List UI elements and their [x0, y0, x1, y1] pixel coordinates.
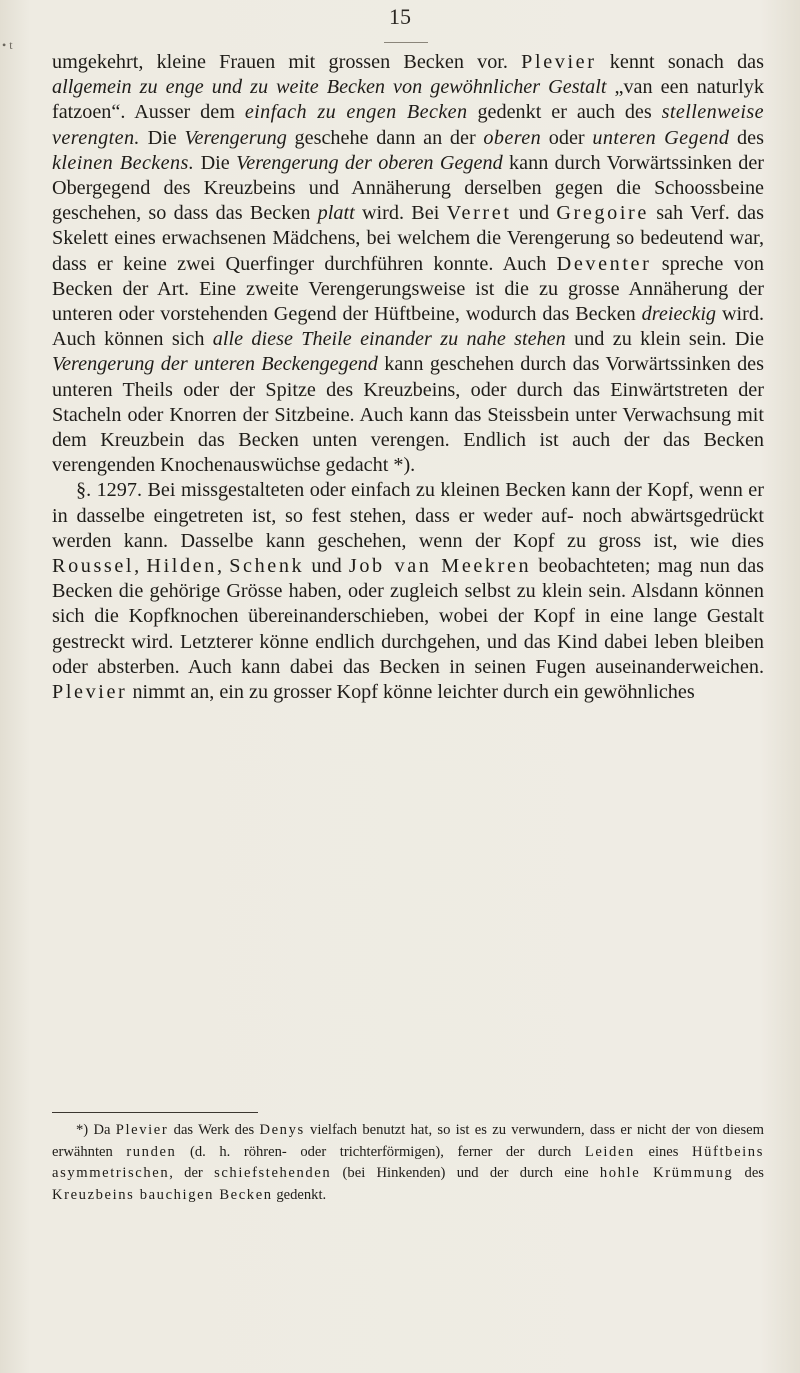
text-run: kann geschehen durch das Vorwärtssinken des unteren Theils oder der Spitze des Kreuzbeins, oder durch das Einwärtstreten der Stacheln oder Knorren der Sitzbeine. Auch kann das Steissbein unter Verwachsung mit dem Kreuzbein das Becken unten verengen. Endlich ist auch der das Becken verengenden Knochenauswüchse gedacht *). — [52, 353, 764, 477]
text-run: (d. h. röhren- oder trichterförmigen), ferner der durch — [176, 1143, 585, 1160]
text-run: geschehe dann an der — [286, 126, 484, 149]
text-run: und — [304, 555, 349, 578]
page-number-underline — [384, 42, 428, 43]
emphasis-text: Verengerung — [184, 126, 287, 149]
author-name: Denys — [259, 1122, 305, 1138]
text-run: umgekehrt, kleine Frauen mit grossen Becken vor. — [52, 51, 522, 73]
author-name: Plevier — [52, 681, 128, 704]
text-run: nimmt an, ein zu grosser Kopf könne leichter durch ein gewöhnliches — [127, 681, 695, 704]
emphasis-text: kleinen Beckens. — [52, 151, 195, 174]
author-name: Job van Meekren — [348, 555, 532, 578]
author-name: Plevier — [115, 1122, 169, 1138]
text-run: spreche von Becken der Art. Eine zweite Verengerungsweise ist die zu grosse Annäherung der unteren oder vorstehenden Gegend der Hüftbeine, wodurch das Becken — [52, 252, 764, 326]
text-run: kann durch Vorwärtssinken der Obergegend des Kreuzbeins und Annäherung derselben gegen die Schoossbeine geschehen, so dass das Becken — [52, 151, 765, 225]
text-run: sah Verf. das Skelett eines erwachsenen Mädchens, bei welchem die Verengerung so bedeutend war, dass er keine zwei Querfinger durchführen konnte. Auch — [52, 202, 765, 275]
main-text — [52, 50, 764, 705]
text-run: Die — [139, 126, 185, 149]
text-run: des — [729, 126, 764, 149]
text-run: *) Da — [76, 1122, 116, 1138]
author-name: Verret — [446, 202, 512, 225]
text-run: gedenkt er auch des — [467, 101, 662, 124]
spaced-term: Leiden — [584, 1143, 635, 1160]
author-name: Schenk — [229, 555, 305, 578]
emphasis-text: einfach zu engen Becken — [244, 101, 468, 124]
emphasis-text: Verengerung der oberen Gegend — [236, 151, 503, 174]
spaced-term: Kreuzbeins bauchigen Becken — [52, 1186, 273, 1203]
spaced-term: schiefstehenden — [214, 1165, 332, 1181]
emphasis-text: dreieckig — [641, 303, 717, 326]
text-run: gedenkt. — [272, 1186, 327, 1203]
footnote — [52, 1120, 764, 1206]
author-name: Gregoire — [556, 202, 649, 225]
text-run: (bei Hinkenden) und der durch eine — [331, 1165, 600, 1181]
text-run: kennt sonach das — [596, 51, 764, 73]
emphasis-text: allgemein zu enge und zu weite Becken von gewöhnlicher Gestalt — [52, 76, 607, 99]
author-name: Plevier — [521, 51, 597, 73]
spaced-term: runden — [126, 1143, 177, 1160]
paragraph-1297 — [52, 478, 764, 705]
author-name: Hilden — [146, 555, 217, 578]
text-run: das Werk des — [168, 1122, 260, 1138]
text-run: wird. Bei — [354, 202, 447, 225]
emphasis-text: stellenweise verengten. — [52, 101, 764, 149]
text-run: und zu klein sein. Die — [565, 328, 764, 351]
text-run: §. 1297. Bei missgestalteten oder einfach zu kleinen Becken kann der Kopf, wenn er in dasselbe eingetreten ist, so fest stehen, dass er weder auf- noch abwärtsgedrückt werden kann. Dasselbe kann geschehen, wenn der Kopf zu gross ist, wie dies — [52, 479, 764, 552]
text-run: des — [733, 1165, 764, 1181]
spaced-term: Hüftbeins asymmetrischen — [52, 1143, 764, 1181]
author-name: Roussel — [52, 555, 135, 578]
text-run: beobachteten; mag nun das Becken die gehörige Grösse haben, oder zugleich selbst zu klein sein. Alsdann können sich die Kopfknochen übereinanderschieben, wobei der Kopf in eine lange Gestalt gestreckt wird. Letzterer könne endlich durchgehen, und das Kind dabei leben bleiben oder absterben. Auch kann dabei das Becken in seinen Fugen auseinanderweichen. — [52, 555, 765, 678]
emphasis-text: Verengerung der unteren Beckengegend — [52, 353, 378, 376]
emphasis-text: alle diese Theile einander zu nahe stehen — [212, 328, 566, 351]
emphasis-text: unteren Gegend — [592, 126, 730, 149]
footnote-divider — [52, 1112, 258, 1113]
text-run: oder — [541, 126, 593, 149]
text-run: „van een naturlyk fatzoen“. Ausser dem — [52, 76, 764, 124]
text-run: wird. Auch können sich — [52, 303, 764, 351]
text-run: , der — [169, 1165, 215, 1181]
emphasis-text: platt — [317, 202, 355, 225]
text-run: und — [511, 202, 557, 225]
margin-mark: • t — [2, 38, 13, 52]
text-run: eines — [634, 1143, 693, 1160]
text-run: , — [134, 555, 147, 578]
text-run: vielfach benutzt hat, so ist es zu verwundern, dass er nicht der von diesem erwähnten — [52, 1122, 764, 1160]
text-run: Die — [194, 151, 237, 174]
emphasis-text: oberen — [483, 126, 542, 149]
text-run: , — [216, 555, 230, 578]
author-name: Deventer — [556, 252, 652, 275]
spaced-term: hohle Krümmung — [599, 1165, 734, 1181]
page-number: 15 — [389, 4, 411, 29]
paragraph-continued — [52, 50, 764, 478]
